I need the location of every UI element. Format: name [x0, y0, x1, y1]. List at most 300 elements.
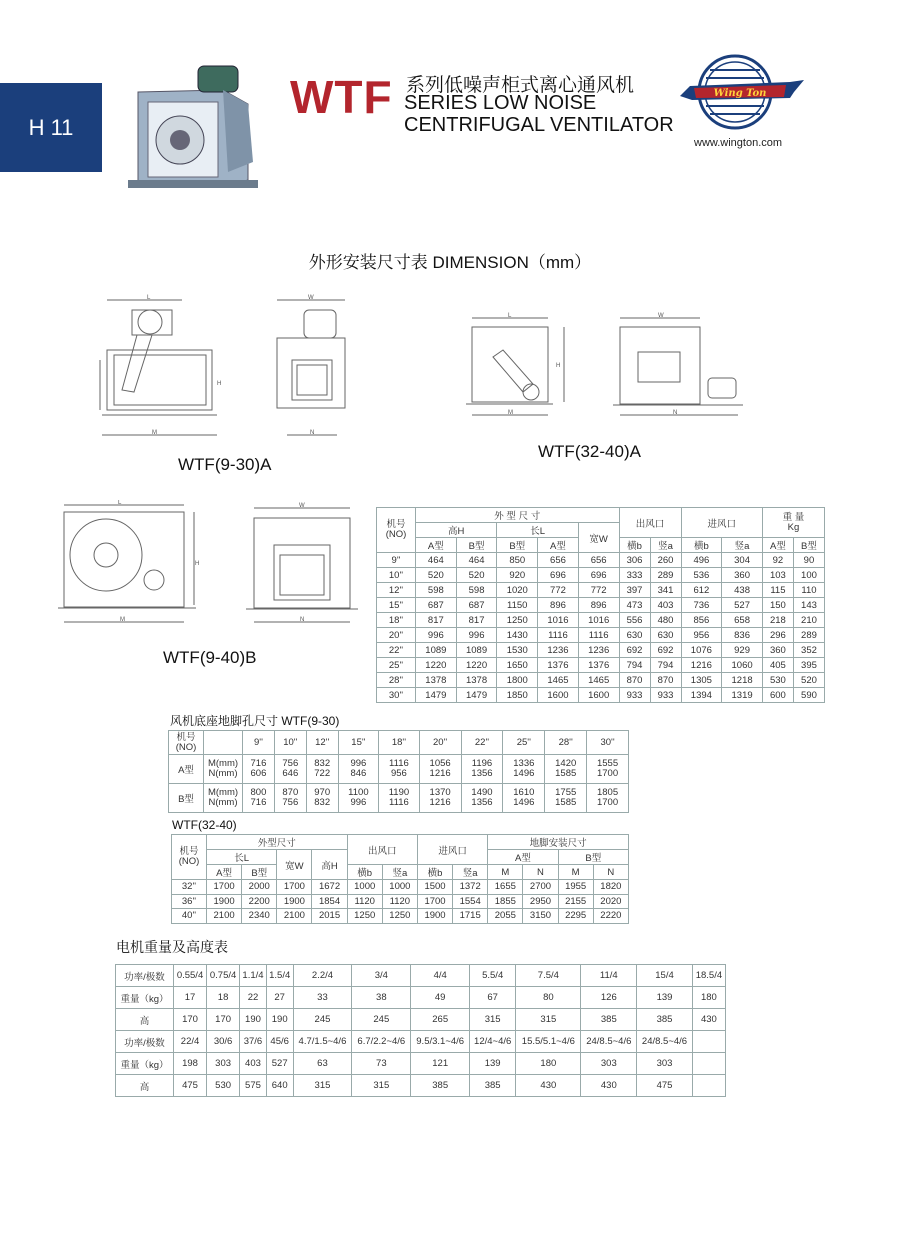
table-cell: 333 [619, 568, 650, 583]
table-cell: 933 [650, 688, 681, 703]
b-m: 1100 [348, 787, 369, 798]
motor-height-cell: 475 [174, 1075, 207, 1097]
b-n: 832 [314, 797, 331, 808]
table-cell: 870 [619, 673, 650, 688]
motor-height-cell: 430 [516, 1075, 581, 1097]
b-m: 970 [314, 787, 331, 798]
table-cell: 1378 [456, 673, 497, 688]
sub-hb: 横b [619, 538, 650, 553]
motor-table-title: 电机重量及高度表 [116, 939, 228, 955]
a-m: 1196 [471, 758, 493, 769]
motor-power-cell: 11/4 [581, 965, 637, 987]
table-cell: 817 [416, 613, 457, 628]
table-cell: 1076 [681, 643, 722, 658]
motor-power-cell: 22/4 [174, 1031, 207, 1053]
n-label: N(mm) [208, 768, 238, 779]
a-m: 1420 [555, 758, 577, 769]
svg-text:W: W [308, 295, 314, 301]
svg-text:H: H [195, 561, 200, 567]
motor-height-cell: 315 [470, 1009, 516, 1031]
table-cell: 289 [650, 568, 681, 583]
title-en-line1: SERIES LOW NOISE [404, 92, 597, 114]
table-cell: 1116 [578, 628, 619, 643]
table-cell: 1216 [681, 658, 722, 673]
table-cell: 1700 [277, 880, 312, 895]
table-cell: 2700 [523, 880, 558, 895]
a-m: 1056 [429, 758, 451, 769]
table-cell: 1220 [456, 658, 497, 673]
dimension-table [376, 507, 825, 703]
motor-power-cell: 1.5/4 [266, 965, 293, 987]
motor-power-cell [692, 1031, 725, 1053]
table-cell: 1715 [453, 909, 488, 924]
table-cell: 2950 [523, 894, 558, 909]
motor-weight-cell: 67 [470, 987, 516, 1009]
a-n: 1585 [555, 768, 577, 779]
svg-text:N: N [673, 410, 678, 416]
table-cell: 2000 [242, 880, 277, 895]
a-n: 1496 [513, 768, 535, 779]
svg-text:N: N [310, 430, 315, 436]
dimension-title: 外形安装尺寸表 DIMENSION（mm） [308, 253, 592, 272]
table-cell: 1236 [538, 643, 579, 658]
table-cell: 996 [416, 628, 457, 643]
table-cell: 296 [762, 628, 793, 643]
sub-va: 竖a [382, 865, 417, 880]
drawing-label-9-40b: WTF(9-40)B [163, 648, 257, 667]
brand-text: Wing Ton [713, 88, 767, 99]
svg-text:M: M [152, 430, 157, 436]
svg-text:W: W [299, 503, 305, 509]
row-b-label: B型 [169, 784, 204, 813]
col-outline: 外 型 尺 寸 [416, 508, 620, 523]
motor-power-cell: 5.5/4 [470, 965, 516, 987]
drawing-9-30a [92, 290, 442, 440]
table-cell: 692 [619, 643, 650, 658]
page-tag: H 11 [0, 83, 102, 172]
table-cell: 28'' [377, 673, 416, 688]
table-cell: 304 [722, 553, 763, 568]
table-cell: 1378 [416, 673, 457, 688]
motor-power-cell: 15/4 [637, 965, 693, 987]
table-cell: 1150 [497, 598, 538, 613]
col-no: 30'' [587, 731, 629, 755]
table-cell: 1700 [417, 894, 452, 909]
website: www.wington.com [694, 137, 783, 149]
table-cell: 438 [722, 583, 763, 598]
table-cell: 1479 [456, 688, 497, 703]
n-label: N(mm) [208, 797, 238, 808]
table-cell: 687 [456, 598, 497, 613]
col-outline: 外型尺寸 [207, 835, 348, 850]
a-n: 846 [350, 768, 367, 779]
a-n: 606 [250, 768, 267, 779]
table-cell: 1000 [382, 880, 417, 895]
table-cell: 341 [650, 583, 681, 598]
table-cell: 1500 [417, 880, 452, 895]
row-a-label: A型 [169, 755, 204, 784]
motor-height-cell: 385 [411, 1075, 470, 1097]
b-m: 1755 [555, 787, 577, 798]
motor-height-cell: 315 [516, 1009, 581, 1031]
motor-weight-cell: 126 [581, 987, 637, 1009]
col-model: 机号(NO) [385, 519, 407, 540]
col-length: 长L [207, 850, 277, 865]
motor-height-cell: 385 [581, 1009, 637, 1031]
table-cell: 856 [681, 613, 722, 628]
table-row [172, 909, 629, 924]
svg-text:H: H [217, 381, 222, 387]
table-cell: 32'' [172, 880, 207, 895]
col-foot-a: A型 [488, 850, 558, 865]
sub-va: 竖a [650, 538, 681, 553]
col-outlet: 出风口 [347, 835, 417, 865]
table-cell: 658 [722, 613, 763, 628]
table-cell: 630 [619, 628, 650, 643]
table-cell: 2155 [558, 894, 593, 909]
table-cell: 2020 [593, 894, 628, 909]
table-cell: 2220 [593, 909, 628, 924]
table-cell: 612 [681, 583, 722, 598]
col-weight: 重 量 [782, 511, 805, 523]
motor-power-cell: 24/8.5~4/6 [637, 1031, 693, 1053]
table-row [377, 628, 825, 643]
table-cell: 36'' [172, 894, 207, 909]
table-cell: 360 [762, 643, 793, 658]
col-no: 28'' [545, 731, 587, 755]
table-cell: 836 [722, 628, 763, 643]
table-cell: 1372 [453, 880, 488, 895]
col-width: 宽W [578, 523, 619, 553]
motor-power-cell: 15.5/5.1~4/6 [516, 1031, 581, 1053]
a-m: 996 [350, 758, 367, 769]
motor-height-cell: 430 [692, 1009, 725, 1031]
col-no: 25'' [503, 731, 545, 755]
b-m: 1805 [596, 787, 619, 798]
wington-logo [680, 52, 806, 132]
table-row [377, 643, 825, 658]
table-cell: 2340 [242, 909, 277, 924]
table-cell: 1855 [488, 894, 523, 909]
drawing-label-9-30a: WTF(9-30)A [178, 455, 272, 474]
table-cell: 656 [538, 553, 579, 568]
b-m: 870 [282, 787, 299, 798]
table-cell: 1000 [347, 880, 382, 895]
a-m: 716 [250, 758, 267, 769]
col-model: 机号(NO) [175, 731, 197, 753]
b-m: 1190 [388, 787, 410, 798]
drawing-9-40b [56, 500, 376, 630]
motor-power-label: 功率/极数 [116, 965, 174, 987]
col-width: 宽W [277, 850, 312, 880]
table-cell: 2200 [242, 894, 277, 909]
motor-height-cell: 475 [637, 1075, 693, 1097]
table-cell: 405 [762, 658, 793, 673]
table-cell: 794 [619, 658, 650, 673]
b-n: 1356 [471, 797, 493, 808]
table-cell: 696 [578, 568, 619, 583]
table-cell: 103 [762, 568, 793, 583]
sub-m: M [488, 865, 523, 880]
table-cell: 15'' [377, 598, 416, 613]
table-cell: 527 [722, 598, 763, 613]
b-m: 1370 [429, 787, 451, 798]
table-cell: 1016 [538, 613, 579, 628]
table-cell: 1655 [488, 880, 523, 895]
table-cell: 22'' [377, 643, 416, 658]
a-m: 1336 [513, 758, 535, 769]
motor-weight-cell: 139 [637, 987, 693, 1009]
motor-weight-cell: 80 [516, 987, 581, 1009]
table-cell: 590 [793, 688, 824, 703]
title-cn: 系列低噪声柜式离心通风机 [406, 75, 635, 96]
table-row [116, 987, 726, 1009]
motor-weight-cell: 18 [207, 987, 240, 1009]
table-cell: 772 [538, 583, 579, 598]
table-cell: 1900 [417, 909, 452, 924]
table-cell: 656 [578, 553, 619, 568]
col-inlet: 进风口 [417, 835, 487, 865]
motor-power-cell: 37/6 [240, 1031, 267, 1053]
motor-height-cell: 265 [411, 1009, 470, 1031]
table-cell: 1376 [538, 658, 579, 673]
motor-height-cell: 430 [581, 1075, 637, 1097]
table-cell: 2100 [207, 909, 242, 924]
table-cell: 25'' [377, 658, 416, 673]
motor-table [115, 964, 726, 1097]
svg-text:L: L [508, 313, 512, 319]
sub-n: N [523, 865, 558, 880]
table-cell: 90 [793, 553, 824, 568]
col-outlet: 出风口 [619, 508, 681, 538]
drawing-label-32-40a: WTF(32-40)A [538, 442, 641, 461]
table-cell: 100 [793, 568, 824, 583]
table-cell: 772 [578, 583, 619, 598]
table-cell: 598 [456, 583, 497, 598]
a-m: 1555 [596, 758, 619, 769]
table-cell: 12'' [377, 583, 416, 598]
table-cell: 1250 [382, 909, 417, 924]
col-no: 15'' [338, 731, 379, 755]
table-cell: 18'' [377, 613, 416, 628]
table-cell: 464 [416, 553, 457, 568]
table-cell: 1900 [277, 894, 312, 909]
table-cell: 218 [762, 613, 793, 628]
sub-b: B型 [456, 538, 497, 553]
motor-height-label: 高 [116, 1075, 174, 1097]
svg-text:M: M [120, 617, 125, 623]
table-row [377, 673, 825, 688]
col-height: 高H [312, 850, 347, 880]
table-row [377, 613, 825, 628]
b-n: 996 [350, 797, 367, 808]
col-weight-unit: Kg [787, 521, 800, 533]
table-cell: 896 [578, 598, 619, 613]
motor-weight-cell: 121 [411, 1053, 470, 1075]
svg-text:L: L [147, 295, 151, 301]
motor-power-cell: 9.5/3.1~4/6 [411, 1031, 470, 1053]
motor-height-cell [692, 1075, 725, 1097]
svg-text:W: W [658, 313, 664, 319]
a-n: 1356 [471, 768, 493, 779]
table-cell: 929 [722, 643, 763, 658]
big-model-table [171, 834, 629, 924]
table-row [377, 598, 825, 613]
table-cell: 2055 [488, 909, 523, 924]
table-row [377, 568, 825, 583]
sub-n: N [593, 865, 628, 880]
table-row [116, 965, 726, 987]
sub-va: 竖a [722, 538, 763, 553]
a-m: 1116 [389, 758, 409, 769]
motor-power-cell: 3/4 [352, 965, 411, 987]
table-cell: 395 [793, 658, 824, 673]
motor-height-cell: 640 [266, 1075, 293, 1097]
col-height: 高H [416, 523, 497, 538]
col-no: 10'' [274, 731, 306, 755]
motor-height-label: 高 [116, 1009, 174, 1031]
table-cell: 1376 [578, 658, 619, 673]
col-foot: 地脚安装尺寸 [488, 835, 629, 850]
table-cell: 996 [456, 628, 497, 643]
motor-weight-cell: 73 [352, 1053, 411, 1075]
table-cell: 115 [762, 583, 793, 598]
sub-hb: 横b [417, 865, 452, 880]
sub-a: A型 [416, 538, 457, 553]
table-cell: 1900 [207, 894, 242, 909]
table-row [116, 1075, 726, 1097]
table-cell: 496 [681, 553, 722, 568]
motor-weight-cell: 303 [637, 1053, 693, 1075]
b-n: 1585 [555, 797, 577, 808]
table-cell: 289 [793, 628, 824, 643]
svg-text:M: M [508, 410, 513, 416]
a-n: 646 [282, 768, 299, 779]
motor-power-cell: 0.55/4 [174, 965, 207, 987]
table-cell: 260 [650, 553, 681, 568]
b-n: 756 [282, 797, 299, 808]
table-cell: 1116 [538, 628, 579, 643]
b-n: 1700 [596, 797, 619, 808]
sub-b: B型 [497, 538, 538, 553]
motor-weight-cell: 180 [692, 987, 725, 1009]
motor-weight-cell: 63 [293, 1053, 352, 1075]
table-cell: 1430 [497, 628, 538, 643]
b-n: 1216 [429, 797, 451, 808]
motor-weight-label: 重量（kg） [116, 987, 174, 1009]
table-cell: 2295 [558, 909, 593, 924]
table-row [377, 658, 825, 673]
b-m: 1490 [471, 787, 493, 798]
svg-text:H: H [556, 363, 561, 369]
table-cell: 40'' [172, 909, 207, 924]
table-cell: 520 [793, 673, 824, 688]
motor-weight-cell: 198 [174, 1053, 207, 1075]
table-cell: 360 [722, 568, 763, 583]
sub-hb: 横b [347, 865, 382, 880]
a-m: 756 [282, 758, 299, 769]
m-label: M(mm) [207, 787, 239, 798]
motor-height-cell: 385 [637, 1009, 693, 1031]
motor-height-cell: 385 [470, 1075, 516, 1097]
motor-power-cell: 45/6 [266, 1031, 293, 1053]
table-cell: 10'' [377, 568, 416, 583]
table-cell: 1319 [722, 688, 763, 703]
motor-weight-cell: 38 [352, 987, 411, 1009]
fan-product-photo [128, 62, 263, 194]
table-cell: 1800 [497, 673, 538, 688]
table-cell: 20'' [377, 628, 416, 643]
table-row [172, 880, 629, 895]
col-no: 9'' [243, 731, 275, 755]
svg-text:N: N [300, 617, 305, 623]
table-cell: 1955 [558, 880, 593, 895]
motor-height-cell: 245 [293, 1009, 352, 1031]
table-cell: 1394 [681, 688, 722, 703]
table-cell: 956 [681, 628, 722, 643]
drawing-32-40a [458, 312, 758, 422]
table-cell: 1850 [497, 688, 538, 703]
table-cell: 397 [619, 583, 650, 598]
table-cell: 1250 [497, 613, 538, 628]
table-cell: 1120 [382, 894, 417, 909]
blank-cell [204, 731, 243, 755]
a-n: 1700 [596, 768, 619, 779]
table-cell: 600 [762, 688, 793, 703]
table-cell: 920 [497, 568, 538, 583]
table-cell: 1479 [416, 688, 457, 703]
motor-power-cell: 18.5/4 [692, 965, 725, 987]
table-cell: 3150 [523, 909, 558, 924]
table-cell: 520 [456, 568, 497, 583]
table-cell: 1650 [497, 658, 538, 673]
b-n: 716 [250, 797, 267, 808]
table-cell: 1060 [722, 658, 763, 673]
sub-a: A型 [207, 865, 242, 880]
table-cell: 1600 [578, 688, 619, 703]
motor-height-cell: 575 [240, 1075, 267, 1097]
motor-weight-label: 重量（kg） [116, 1053, 174, 1075]
table-cell: 1089 [416, 643, 457, 658]
table-row [172, 894, 629, 909]
table-cell: 150 [762, 598, 793, 613]
table-cell: 2015 [312, 909, 347, 924]
motor-weight-cell: 527 [266, 1053, 293, 1075]
motor-weight-cell: 33 [293, 987, 352, 1009]
table-cell: 933 [619, 688, 650, 703]
col-length: 长L [497, 523, 578, 538]
motor-power-cell: 30/6 [207, 1031, 240, 1053]
table-cell: 210 [793, 613, 824, 628]
table-cell: 30'' [377, 688, 416, 703]
a-n: 722 [314, 768, 331, 779]
base-table [168, 730, 629, 813]
sub-m: M [558, 865, 593, 880]
table-cell: 2100 [277, 909, 312, 924]
big-table-title: WTF(32-40) [172, 818, 237, 832]
motor-height-cell: 315 [293, 1075, 352, 1097]
motor-weight-cell: 17 [174, 987, 207, 1009]
b-m: 1610 [513, 787, 535, 798]
table-row [116, 1053, 726, 1075]
motor-height-cell: 530 [207, 1075, 240, 1097]
motor-power-cell: 12/4~4/6 [470, 1031, 516, 1053]
table-cell: 530 [762, 673, 793, 688]
b-m: 800 [250, 787, 267, 798]
col-no: 22'' [461, 731, 503, 755]
table-cell: 696 [538, 568, 579, 583]
motor-power-label: 功率/极数 [116, 1031, 174, 1053]
